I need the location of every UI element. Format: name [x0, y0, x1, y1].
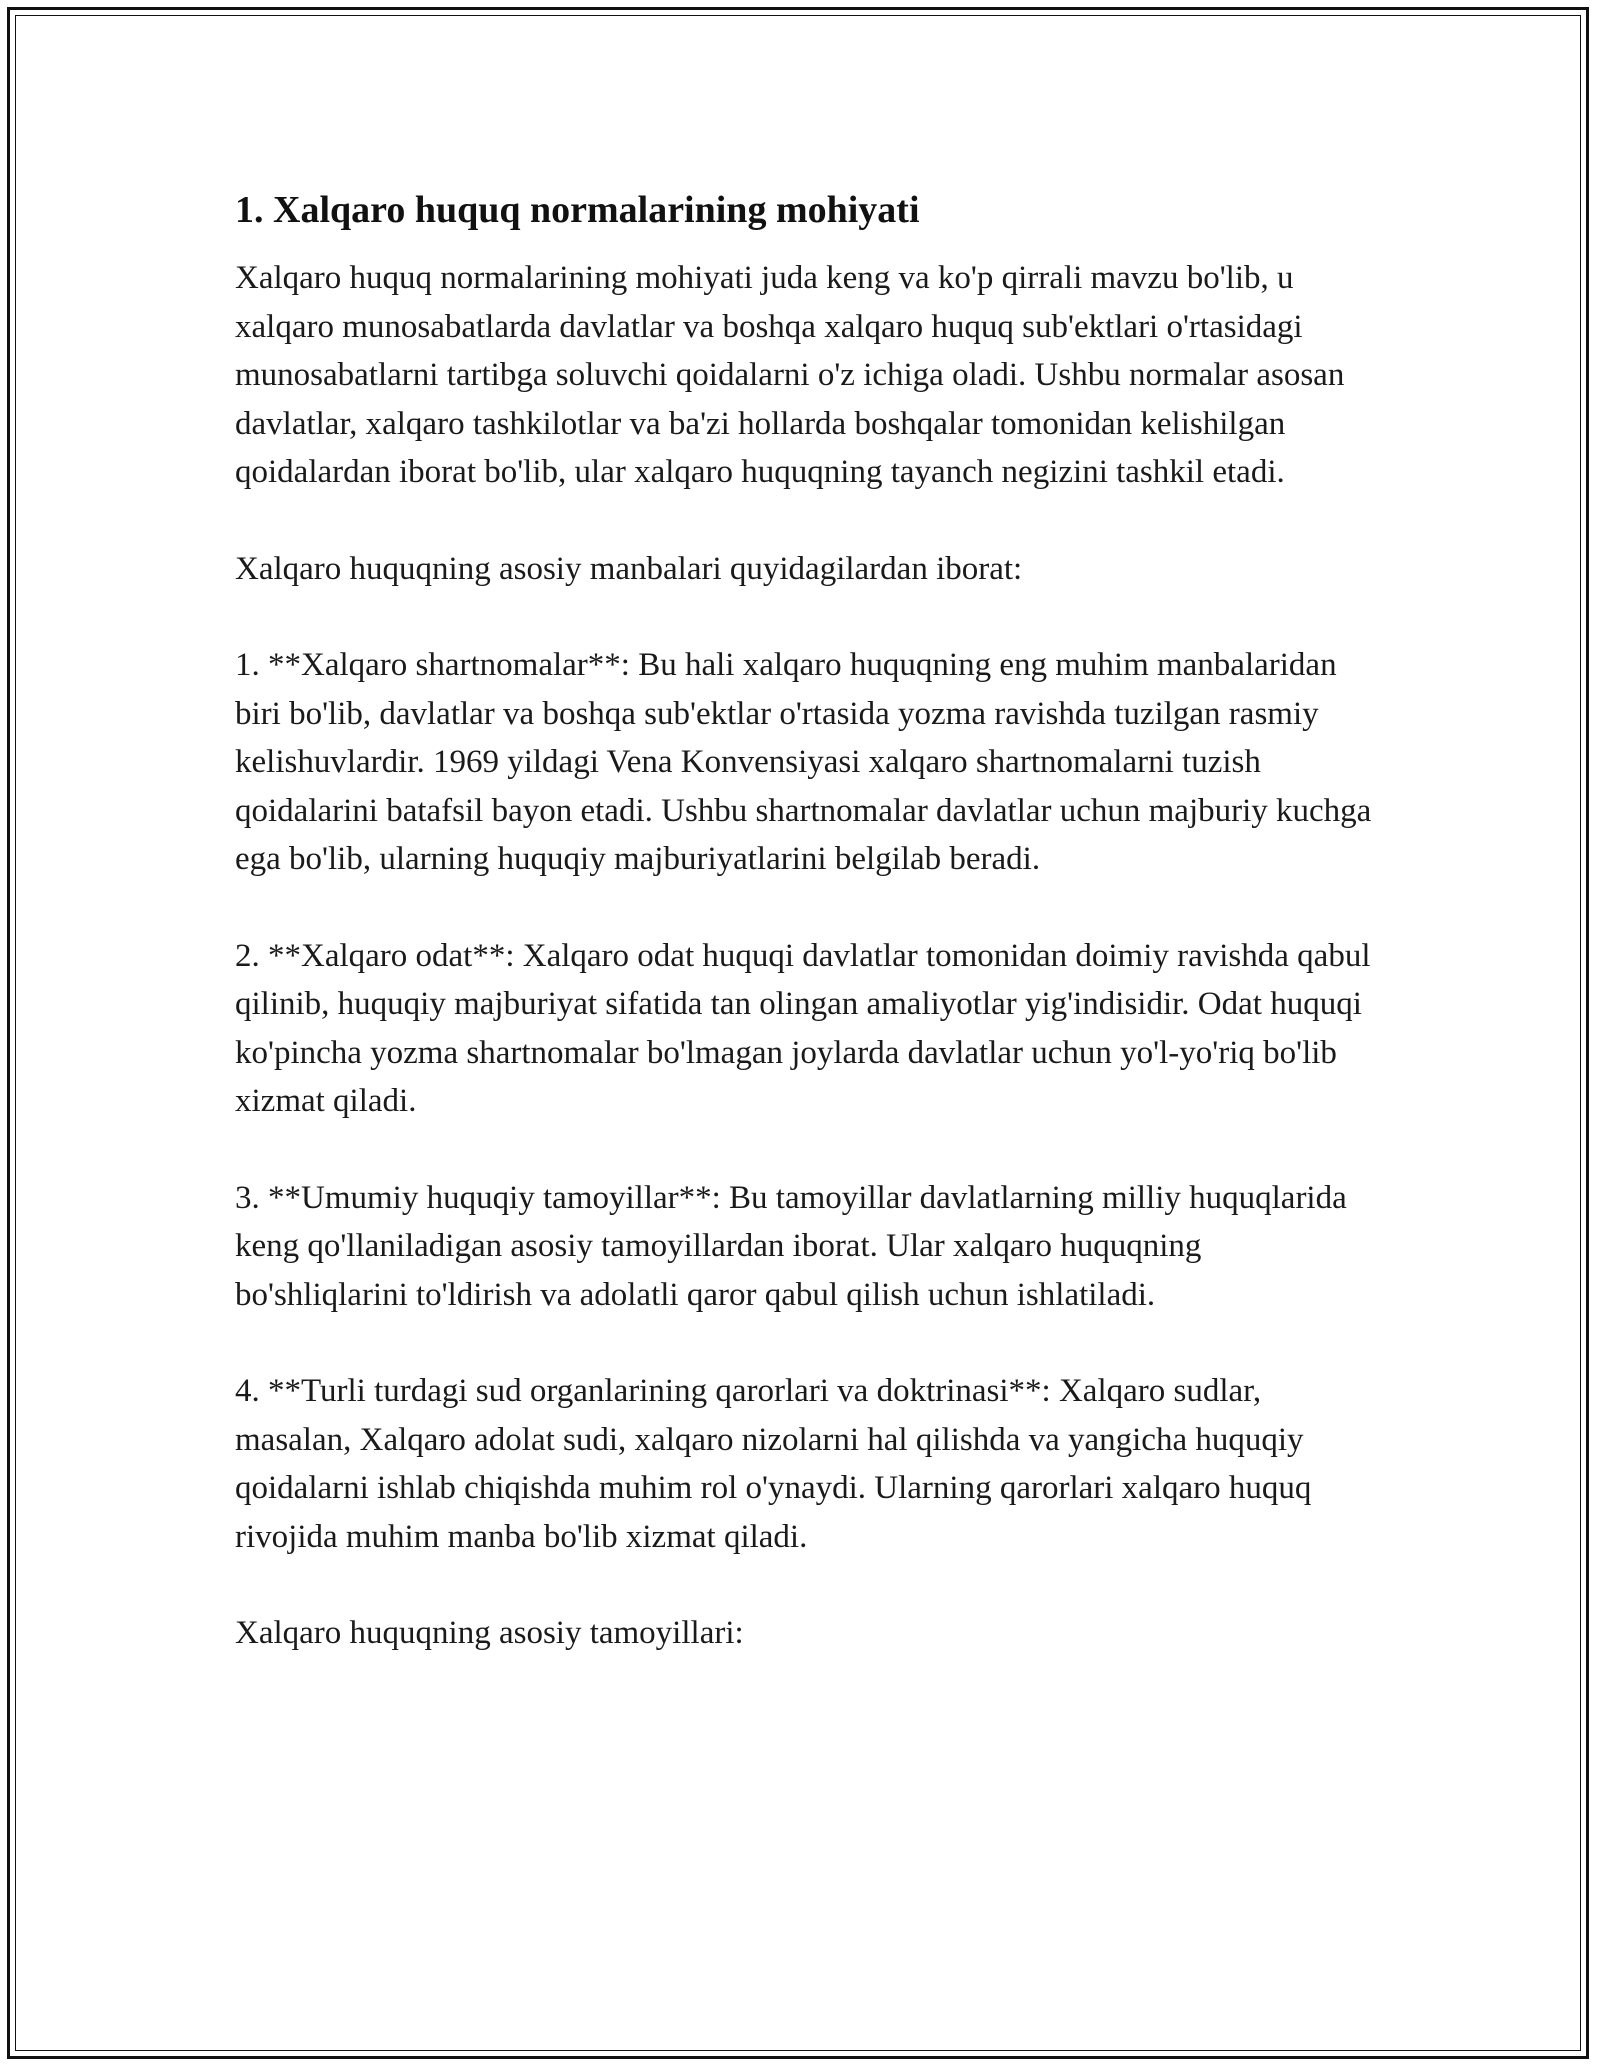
sources-intro-paragraph: Xalqaro huquqning asosiy manbalari quyidagilardan iborat: — [235, 550, 1023, 587]
principles-intro-paragraph: Xalqaro huquqning asosiy tamoyillari: — [235, 1615, 744, 1651]
intro-paragraph: Xalqaro huquq normalarining mohiyati juda keng va ko'p qirrali mavzu bo'lib, u xalqaro munosabatlarda davlatlar va boshqa xalqaro huquq sub'ektlari o'rtasidagi munosabatlarni tartibga soluvchi qoidalarni o'z ichiga oladi. Ushbu normalar asosan davlatlar, xalqaro tashkilotlar va ba'zi hollarda boshqalar tomonidan kelishilgan qoidalardan iborat bo'lib, ular xalqaro huquqning tayanch negizini tashkil etadi. — [235, 260, 1345, 490]
source-item-treaties: 1. **Xalqaro shartnomalar**: Bu hali xalqaro huquqning eng muhim manbalaridan biri bo'lib, davlatlar va boshqa sub'ektlar o'rtasida yozma ravishda tuzilgan rasmiy kelishuvlardir. 1969 yildagi Vena Konvensiyasi xalqaro shartnomalarni tuzish qoidalarini batafsil bayon etadi. Ushbu shartnomalar davlatlar uchun majburiy kuchga ega bo'lib, ularning huquqiy majburiyatlarini belgilab beradi. — [235, 647, 1372, 877]
source-item-court-decisions: 4. **Turli turdagi sud organlarining qarorlari va doktrinasi**: Xalqaro sudlar, masalan, Xalqaro adolat sudi, xalqaro nizolarni hal qilishda va yangicha huquqiy qoidalarni ishlab chiqishda muhim rol o'ynaydi. Ularning qarorlari xalqaro huquq rivojida muhim manba bo'lib xizmat qiladi. — [235, 1373, 1312, 1555]
source-item-custom: 2. **Xalqaro odat**: Xalqaro odat huquqi davlatlar tomonidan doimiy ravishda qabul qilinib, huquqiy majburiyat sifatida tan olingan amaliyotlar yig'indisidir. Odat huquqi ko'pincha yozma shartnomalar bo'lmagan joylarda davlatlar uchun yo'l-yo'riq bo'lib xizmat qiladi. — [235, 937, 1371, 1119]
section-heading: 1. Xalqaro huquq normalarining mohiyati — [235, 189, 920, 231]
source-item-general-principles: 3. **Umumiy huquqiy tamoyillar**: Bu tamoyillar davlatlarning milliy huquqlarida keng qo'llaniladigan asosiy tamoyillardan iborat. Ular xalqaro huquqning bo'shliqlarini to'ldirish va adolatli qaror qabul qilish uchun ishlatiladi. — [235, 1179, 1347, 1313]
document-body — [235, 186, 1375, 1658]
